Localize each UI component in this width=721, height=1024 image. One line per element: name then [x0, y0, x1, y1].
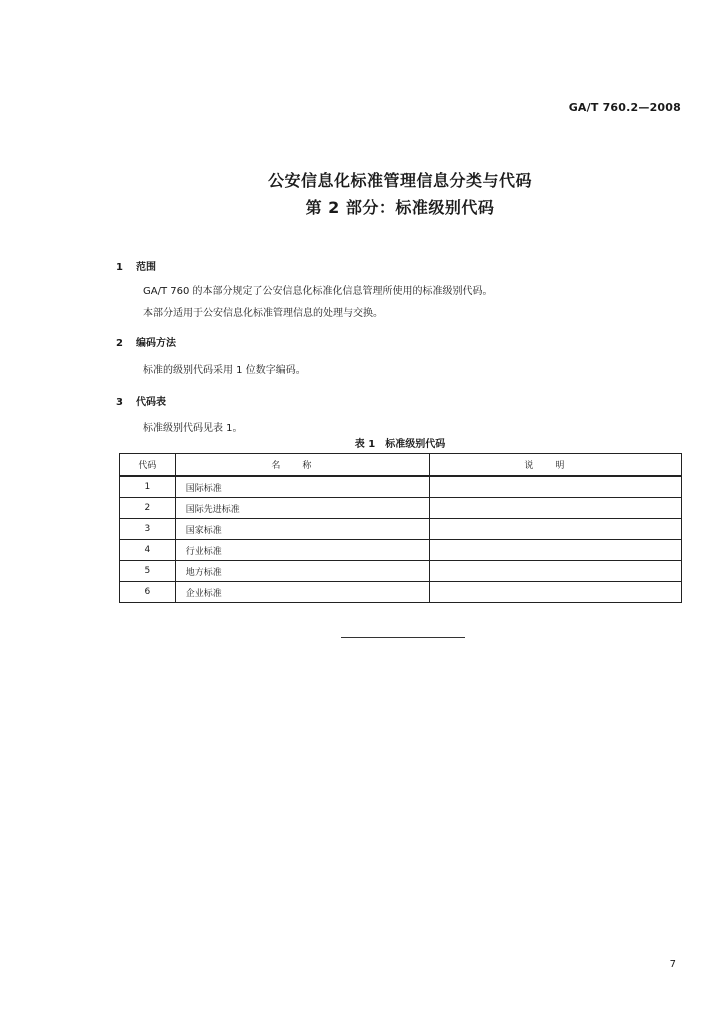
header-name: 名称 — [175, 454, 429, 477]
cell-description — [429, 540, 681, 561]
cell-description — [429, 498, 681, 519]
cell-description — [429, 582, 681, 603]
table-row — [120, 540, 682, 561]
section-heading-code-table — [116, 393, 166, 408]
header-description: 说明 — [429, 454, 681, 477]
document-subtitle: 第 2 部分：标准级别代码 — [305, 198, 495, 217]
standard-code: GA/T 760.2—2008 — [568, 101, 681, 114]
cell-description — [429, 519, 681, 540]
section-number: 3 — [116, 397, 123, 408]
section-heading-scope — [116, 258, 156, 273]
cell-name: 国际先进标准 — [175, 498, 429, 519]
table-caption: 表 1 标准级别代码 — [354, 439, 446, 450]
cell-code: 6 — [120, 582, 176, 603]
table-row — [120, 582, 682, 603]
cell-code: 2 — [120, 498, 176, 519]
cell-name: 行业标准 — [175, 540, 429, 561]
cell-name: 企业标准 — [175, 582, 429, 603]
header-code: 代码 — [120, 454, 176, 477]
table-row — [120, 519, 682, 540]
table-row — [120, 476, 682, 498]
paragraph: 标准级别代码见表 1。 — [143, 423, 243, 434]
table-row — [120, 561, 682, 582]
paragraph: GA/T 760 的本部分规定了公安信息化标准化信息管理所使用的标准级别代码。 — [143, 286, 493, 297]
section-number: 2 — [116, 338, 123, 349]
cell-code: 1 — [120, 476, 176, 498]
cell-name: 国际标准 — [175, 476, 429, 498]
paragraph: 标准的级别代码采用 1 位数字编码。 — [143, 365, 306, 376]
paragraph: 本部分适用于公安信息化标准管理信息的处理与交换。 — [143, 308, 383, 319]
document-title: 公安信息化标准管理信息分类与代码 — [267, 171, 532, 190]
cell-code: 5 — [120, 561, 176, 582]
section-number: 1 — [116, 262, 123, 273]
cell-name: 国家标准 — [175, 519, 429, 540]
cell-code: 3 — [120, 519, 176, 540]
table-row — [120, 498, 682, 519]
cell-code: 4 — [120, 540, 176, 561]
section-title: 代码表 — [136, 397, 166, 408]
cell-name: 地方标准 — [175, 561, 429, 582]
section-heading-coding-method — [116, 334, 176, 349]
page-number: 7 — [669, 959, 676, 970]
end-of-standard-rule — [341, 637, 465, 638]
code-table — [119, 453, 682, 603]
section-title: 编码方法 — [136, 338, 176, 349]
table-header-row — [120, 454, 682, 477]
cell-description — [429, 476, 681, 498]
section-title: 范围 — [136, 262, 156, 273]
cell-description — [429, 561, 681, 582]
